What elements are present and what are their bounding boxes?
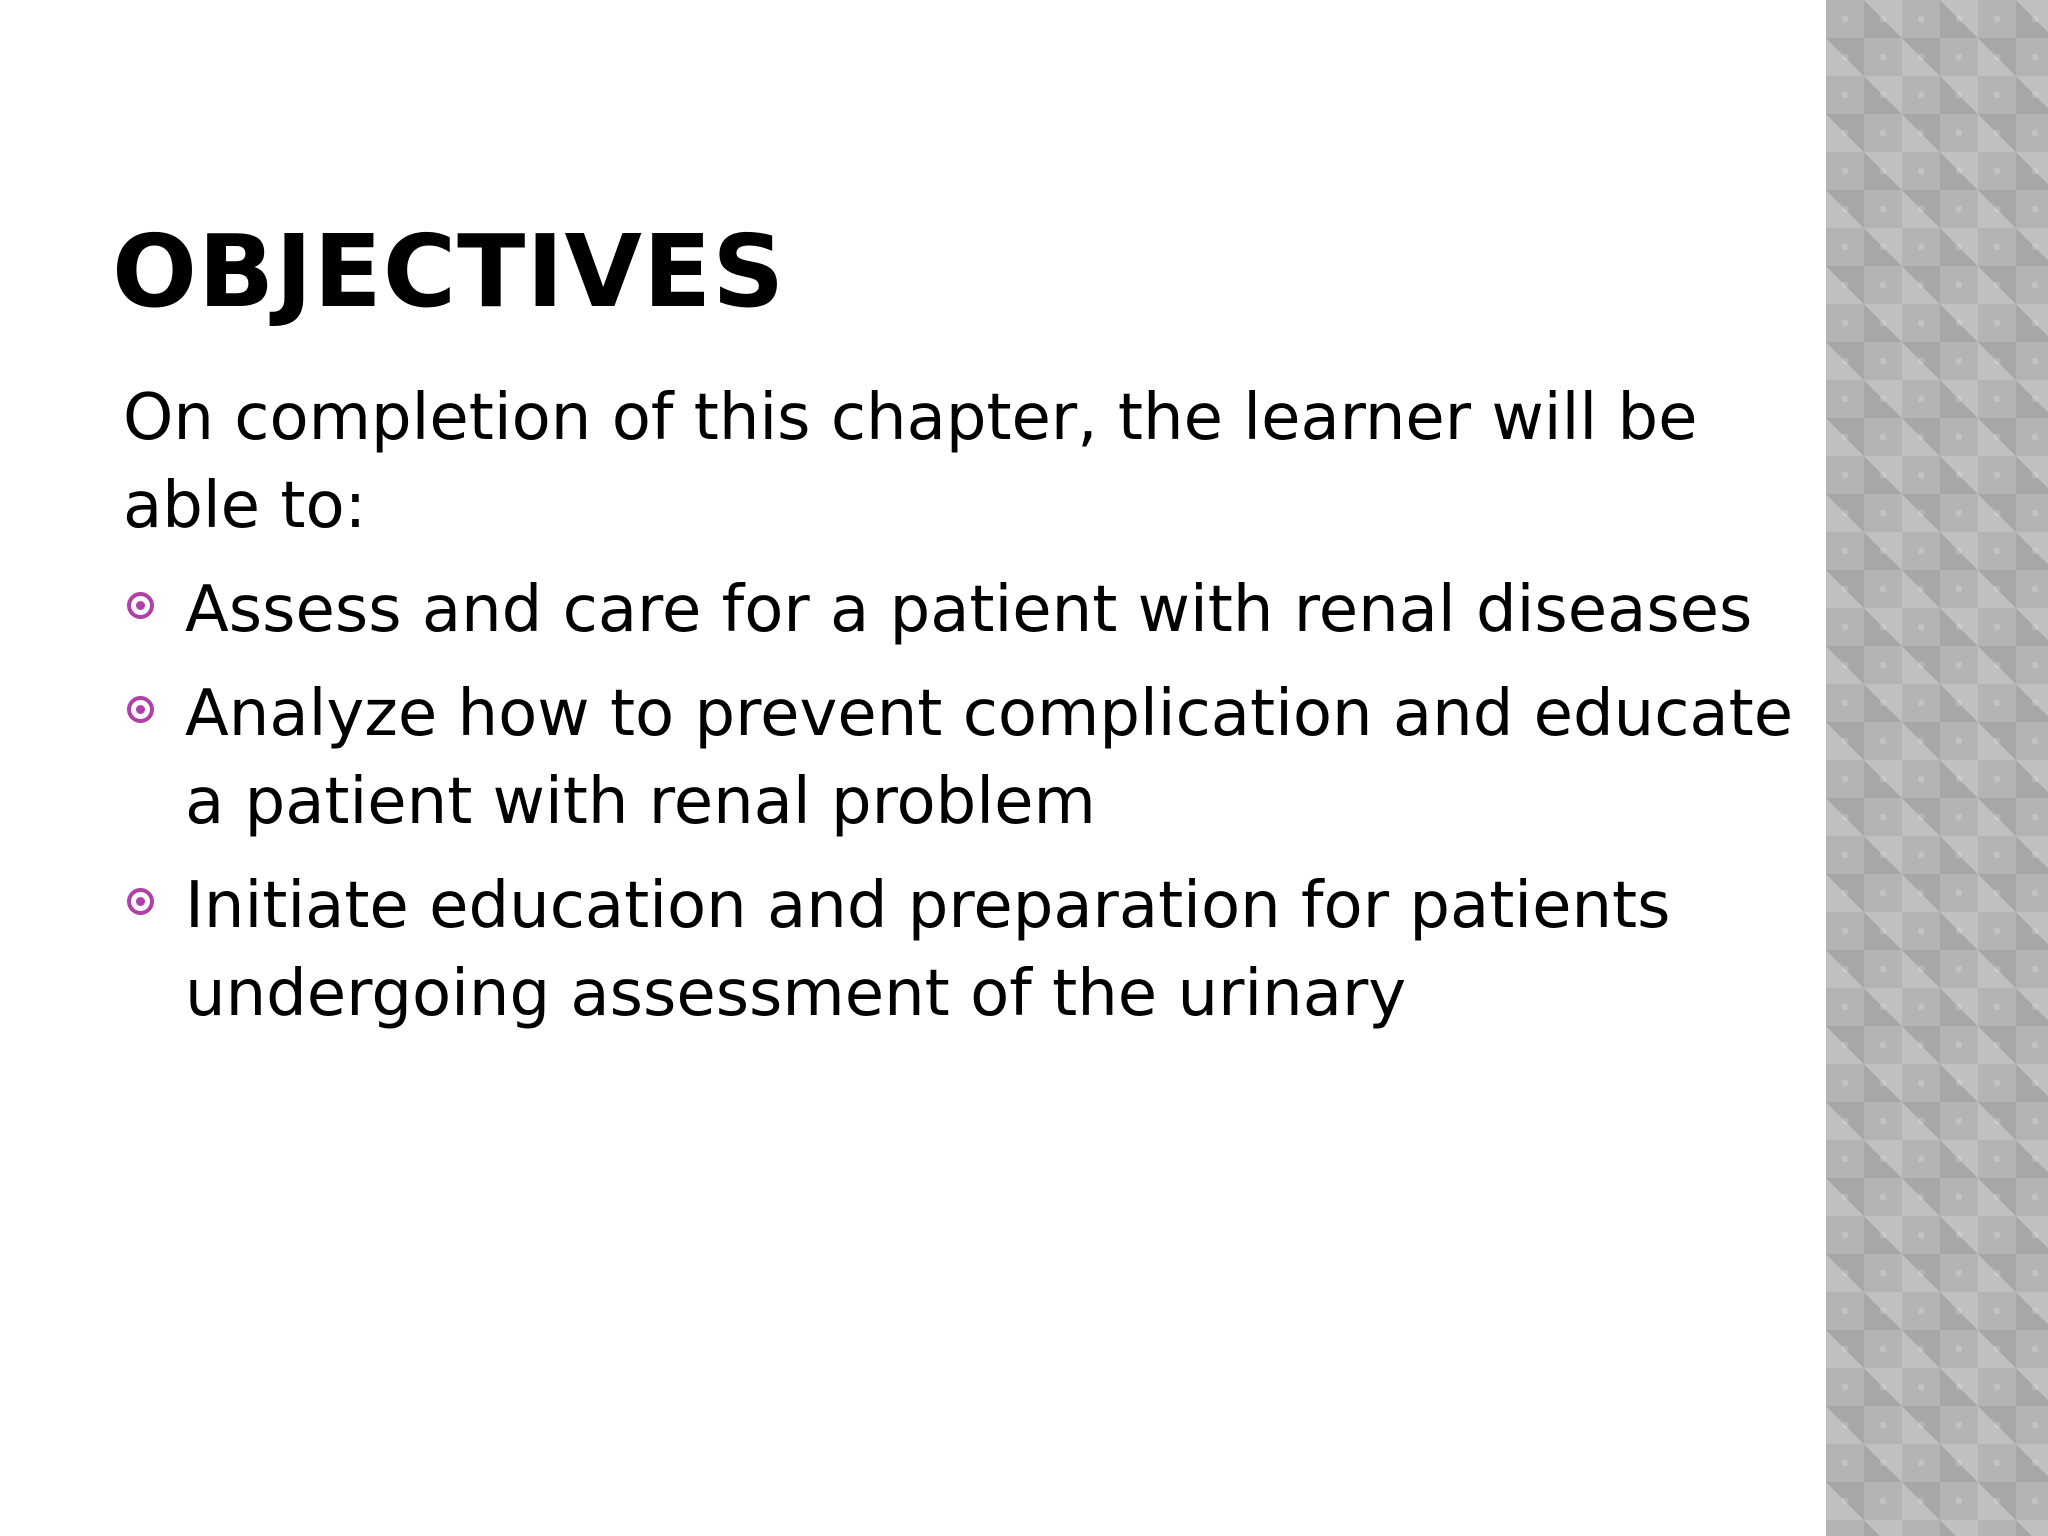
objective-text: Analyze how to prevent complication and educate a patient with renal problem (185, 677, 1794, 839)
objective-item (123, 670, 1803, 846)
objective-item (123, 862, 1803, 1038)
objective-text: Initiate education and preparation for patients undergoing assessment of the urinary (185, 869, 1671, 1031)
objective-text: Assess and care for a patient with renal diseases (185, 573, 1753, 647)
intro-text: On completion of this chapter, the learner will be able to: (123, 381, 1698, 543)
objectives-list (123, 566, 1803, 1054)
slide-title: OBJECTIVES (112, 213, 786, 330)
decorative-side-panel (1826, 0, 2048, 1536)
circle-target-icon (127, 888, 154, 915)
circle-target-icon (127, 592, 154, 619)
objective-item (123, 566, 1803, 654)
circle-target-icon (127, 696, 154, 723)
